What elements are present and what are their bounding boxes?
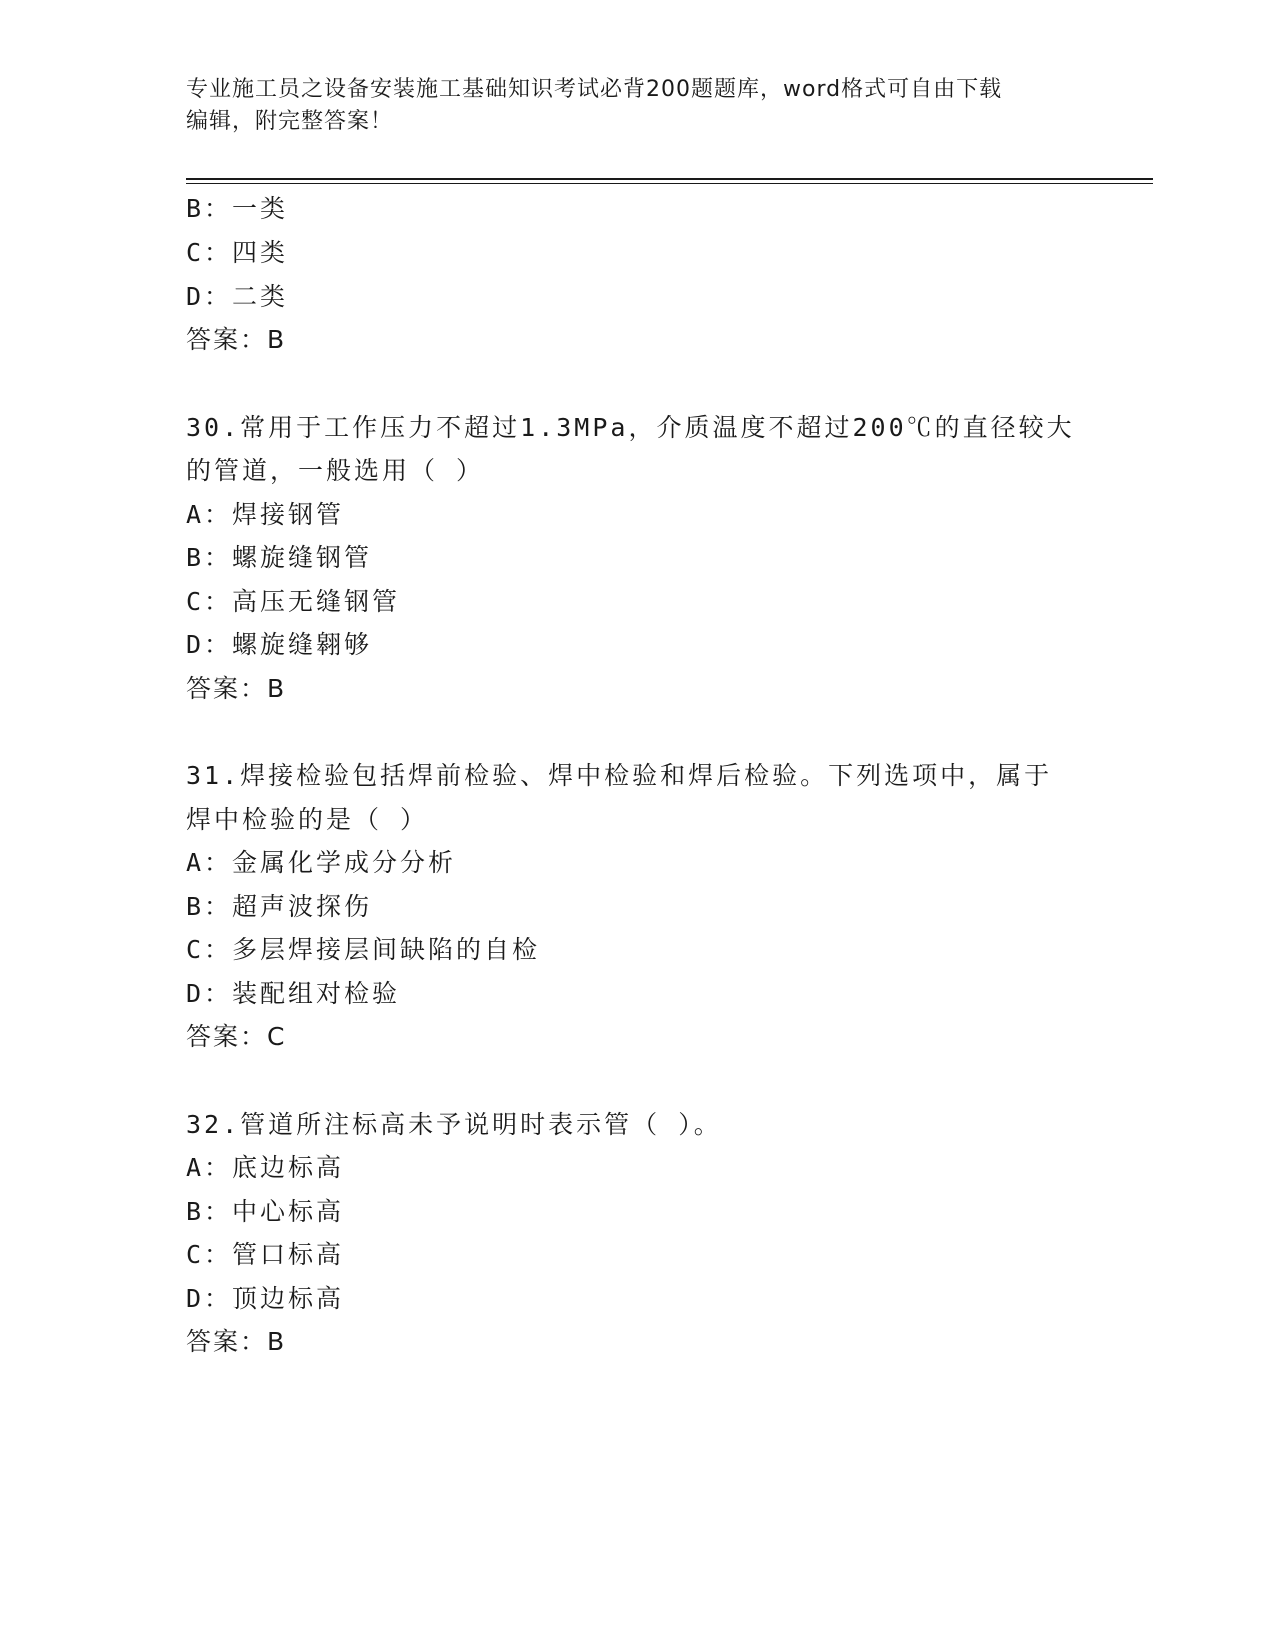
q30-question-line-1: 30.常用于工作压力不超过1.3MPa，介质温度不超过200℃的直径较大 (186, 413, 1075, 442)
q31-question-line-2: 焊中检验的是（ ） (186, 805, 429, 834)
q31-option-a: A：金属化学成分分析 (186, 848, 457, 877)
q31-answer: 答案：C (186, 1022, 287, 1051)
q30-option-c: C：高压无缝钢管 (186, 587, 401, 616)
q30-option-a: A：焊接钢管 (186, 500, 345, 529)
q31-question-line-1: 31.焊接检验包括焊前检验、焊中检验和焊后检验。下列选项中，属于 (186, 761, 1053, 790)
header-line-1: 专业施工员之设备安装施工基础知识考试必背200题题库，word格式可自由下载 (186, 77, 1003, 102)
q30-option-d: D：螺旋缝翱够 (186, 630, 373, 659)
q32-question-line-1: 32.管道所注标高未予说明时表示管（ ）。 (186, 1110, 722, 1139)
header-rule (186, 178, 1153, 180)
q29-option-c: C：四类 (186, 238, 289, 267)
q30-option-b: B：螺旋缝钢管 (186, 543, 373, 572)
q29-option-b: B：一类 (186, 194, 289, 223)
header-line-2: 编辑，附完整答案！ (186, 109, 394, 134)
q32-option-d: D：顶边标高 (186, 1284, 345, 1313)
q31-option-b: B：超声波探伤 (186, 892, 373, 921)
q32-option-c: C：管口标高 (186, 1240, 345, 1269)
q32-option-b: B：中心标高 (186, 1197, 345, 1226)
q29-answer: 答案：B (186, 325, 287, 354)
q31-option-d: D：装配组对检验 (186, 979, 401, 1008)
q30-question-line-2: 的管道，一般选用（ ） (186, 456, 485, 485)
q32-answer: 答案：B (186, 1327, 287, 1356)
q32-option-a: A：底边标高 (186, 1153, 345, 1182)
document-header (186, 74, 1086, 138)
q30-answer: 答案：B (186, 674, 287, 703)
q31-option-c: C：多层焊接层间缺陷的自检 (186, 935, 541, 964)
header-rule-thin (186, 183, 1153, 184)
q29-option-d: D：二类 (186, 282, 289, 311)
